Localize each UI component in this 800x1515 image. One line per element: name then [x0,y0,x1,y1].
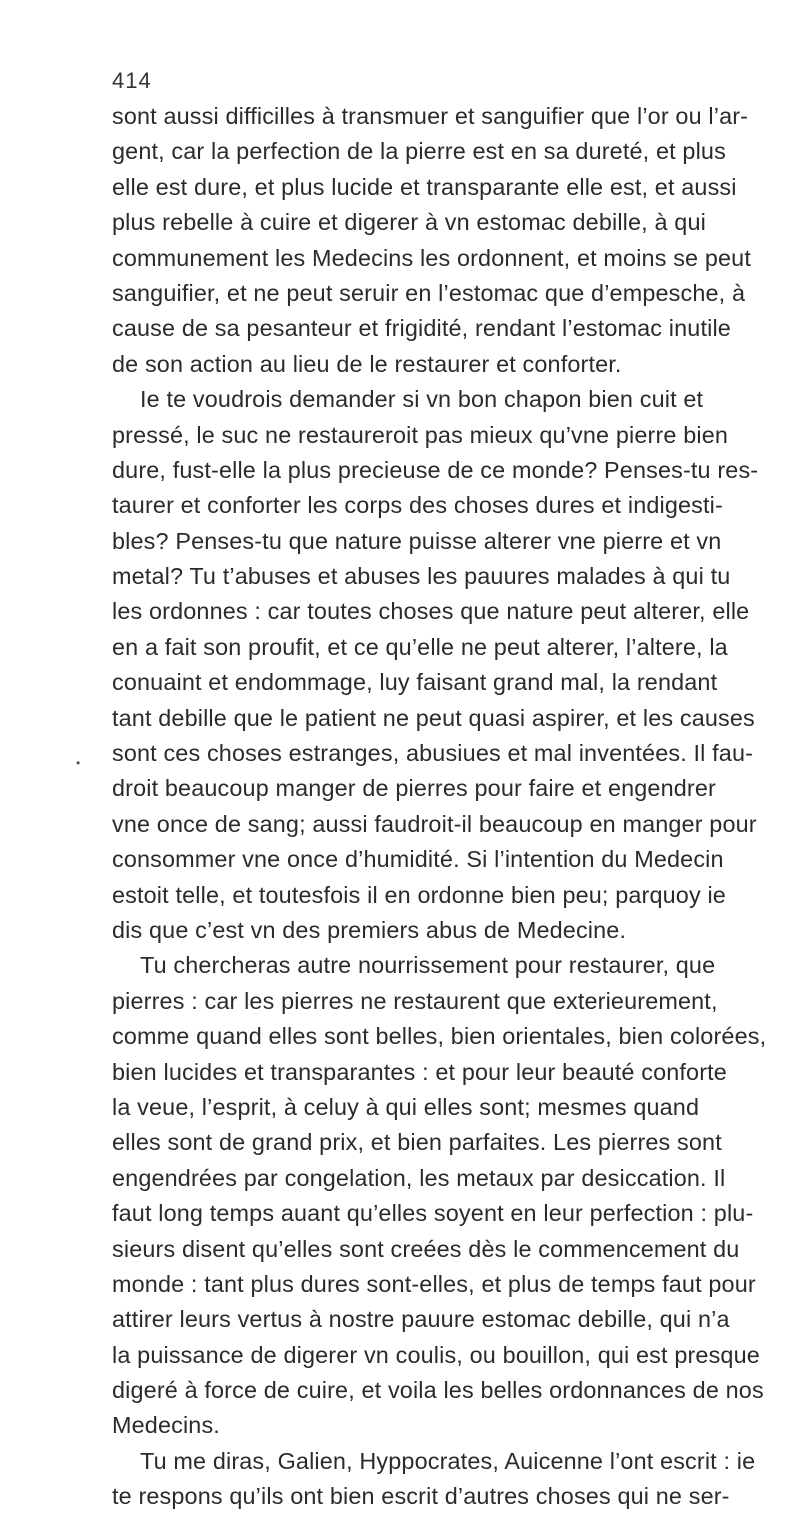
text-line: de son action au lieu de le restaurer et conforter. [112,350,622,377]
text-line: droit beaucoup manger de pierres pour faire et engendrer [112,775,716,802]
text-line: metal? Tu t’abuses et abuses les pauures malades à qui tu [112,563,731,590]
margin-mark: • [76,756,81,770]
text-line: tant debille que le patient ne peut quasi aspirer, et les causes [112,704,755,731]
text-line: cause de sa pesanteur et frigidité, rendant l’estomac inutile [112,315,731,342]
text-line: plus rebelle à cuire et digerer à vn estomac debille, à qui [112,209,706,236]
text-line: sanguifier, et ne peut seruir en l’estomac que d’empesche, à [112,279,746,306]
text-line: sont aussi difficilles à transmuer et sanguifier que l’or ou l’ar- [112,103,749,129]
paragraph-start-line: Ie te voudrois demander si vn bon chapon bien cuit et [140,386,704,413]
text-line: dis que c’est vn des premiers abus de Medecine. [112,916,627,943]
text-line: elle est dure, et plus lucide et transparante elle est, et aussi [112,173,737,200]
text-line: te respons qu’ils ont bien escrit d’autres choses qui ne ser- [112,1483,730,1510]
text-line: la puissance de digerer vn coulis, ou bouillon, qui est presque [112,1341,760,1368]
text-line: gent, car la perfection de la pierre est en sa dureté, et plus [112,138,726,165]
text-line: Medecins. [112,1412,220,1439]
text-line: consommer vne once d’humidité. Si l’intention du Medecin [112,846,724,873]
text-line: elles sont de grand prix, et bien parfaites. Les pierres sont [112,1129,722,1156]
text-line: comme quand elles sont belles, bien orientales, bien colorées, [112,1023,767,1050]
text-line: la veue, l’esprit, à celuy à qui elles sont; mesmes quand [112,1093,700,1120]
text-line: bles? Penses-tu que nature puisse alterer vne pierre et vn [112,527,722,554]
text-line: attirer leurs vertus à nostre pauure estomac debille, qui n’a [112,1306,730,1333]
text-line: les ordonnes : car toutes choses que nature peut alterer, elle [112,598,750,625]
text-line: taurer et conforter les corps des choses dures et indigesti- [112,492,723,519]
text-line: vne once de sang; aussi faudroit-il beaucoup en manger pour [112,810,757,837]
text-line: pressé, le suc ne restaureroit pas mieux qu’vne pierre bien [112,421,729,448]
text-line: bien lucides et transparantes : et pour leur beauté conforte [112,1058,727,1085]
text-line: engendrées par congelation, les metaux par desiccation. Il [112,1164,726,1191]
text-line: faut long temps auant qu’elles soyent en leur perfection : plu- [112,1200,754,1227]
text-line: monde : tant plus dures sont-elles, et plus de temps faut pour [112,1270,756,1297]
paragraph-start-line: Tu chercheras autre nourrissement pour restaurer, que [140,952,716,979]
page-number: 414 [112,68,152,93]
text-line: pierres : car les pierres ne restaurent que exterieurement, [112,987,718,1014]
text-line: sieurs disent qu’elles sont creées dès le commencement du [112,1235,740,1262]
body-text [112,99,800,1515]
text-line: conuaint et endommage, luy faisant grand mal, la rendant [112,669,718,696]
paragraph-start-line: Tu me diras, Galien, Hyppocrates, Auicenne l’ont escrit : ie [140,1447,756,1474]
text-line: communement les Medecins les ordonnent, et moins se peut [112,244,751,271]
text-line: digeré à force de cuire, et voila les belles ordonnances de nos [112,1377,764,1404]
text-line: sont ces choses estranges, abusiues et mal inventées. Il fau- [112,740,754,767]
text-line: estoit telle, et toutesfois il en ordonne bien peu; parquoy ie [112,881,726,908]
text-line: en a fait son proufit, et ce qu’elle ne peut alterer, l’altere, la [112,633,728,660]
text-line: dure, fust-elle la plus precieuse de ce monde? Penses-tu res- [112,456,759,483]
